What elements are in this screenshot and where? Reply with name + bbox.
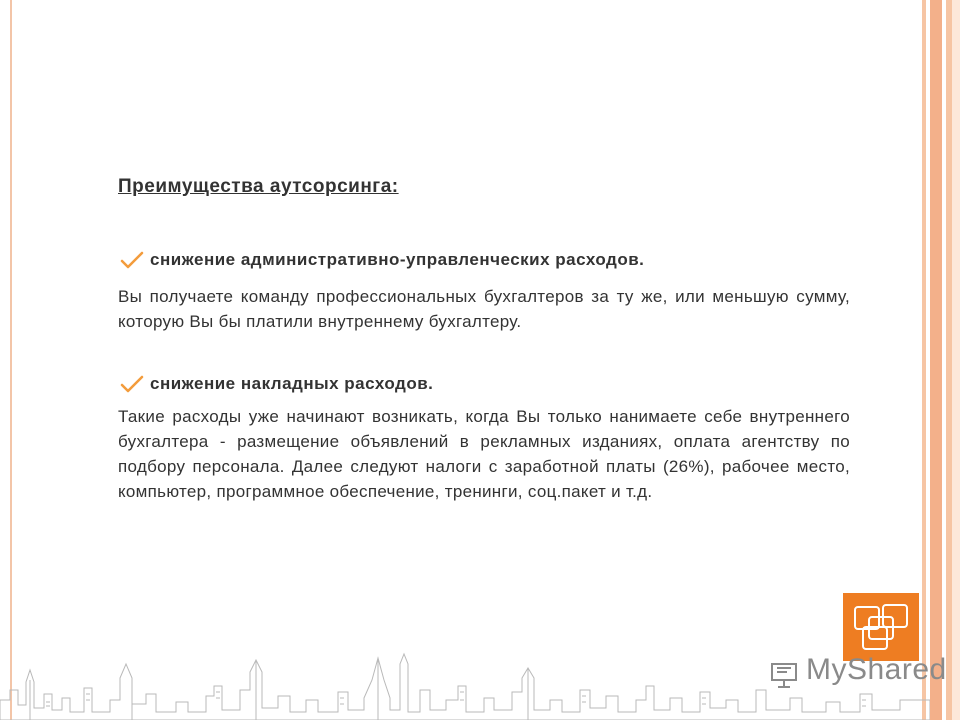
myshared-logo-box (843, 593, 919, 661)
bullet-title-1: снижение административно-управленческих расходов. (150, 250, 645, 269)
slide-frame-band (916, 0, 960, 720)
bullet-text-1: Вы получаете команду профессиональных бухгалтеров за ту же, или меньшую сумму, которую Вы бы платили внутреннему бухгалтеру. (118, 287, 850, 331)
bullet-text-2: Такие расходы уже начинают возникать, когда Вы только нанимаете себе внутреннего бухгалтера - размещение объявлений в рекламных изданиях, оплата агентству по подбору персонала. Далее следуют налоги с заработной платы (26%), рабочее место, компьютер, программное обеспечение, тренинги, соц.пакет и т.д. (118, 407, 850, 501)
slide-heading: Преимущества аутсорсинга: (118, 176, 399, 197)
bullet-title-2: снижение накладных расходов. (150, 374, 434, 393)
check-icon (120, 374, 144, 394)
presentation-board-icon (768, 660, 802, 688)
slide-frame-line (10, 0, 12, 720)
logo-squares-icon (843, 593, 919, 661)
slide-content (118, 176, 850, 521)
bullet-point-1 (118, 250, 850, 270)
bullet-point-2 (118, 374, 850, 394)
check-icon (120, 250, 144, 270)
myshared-logo-text: MyShared (806, 653, 947, 686)
